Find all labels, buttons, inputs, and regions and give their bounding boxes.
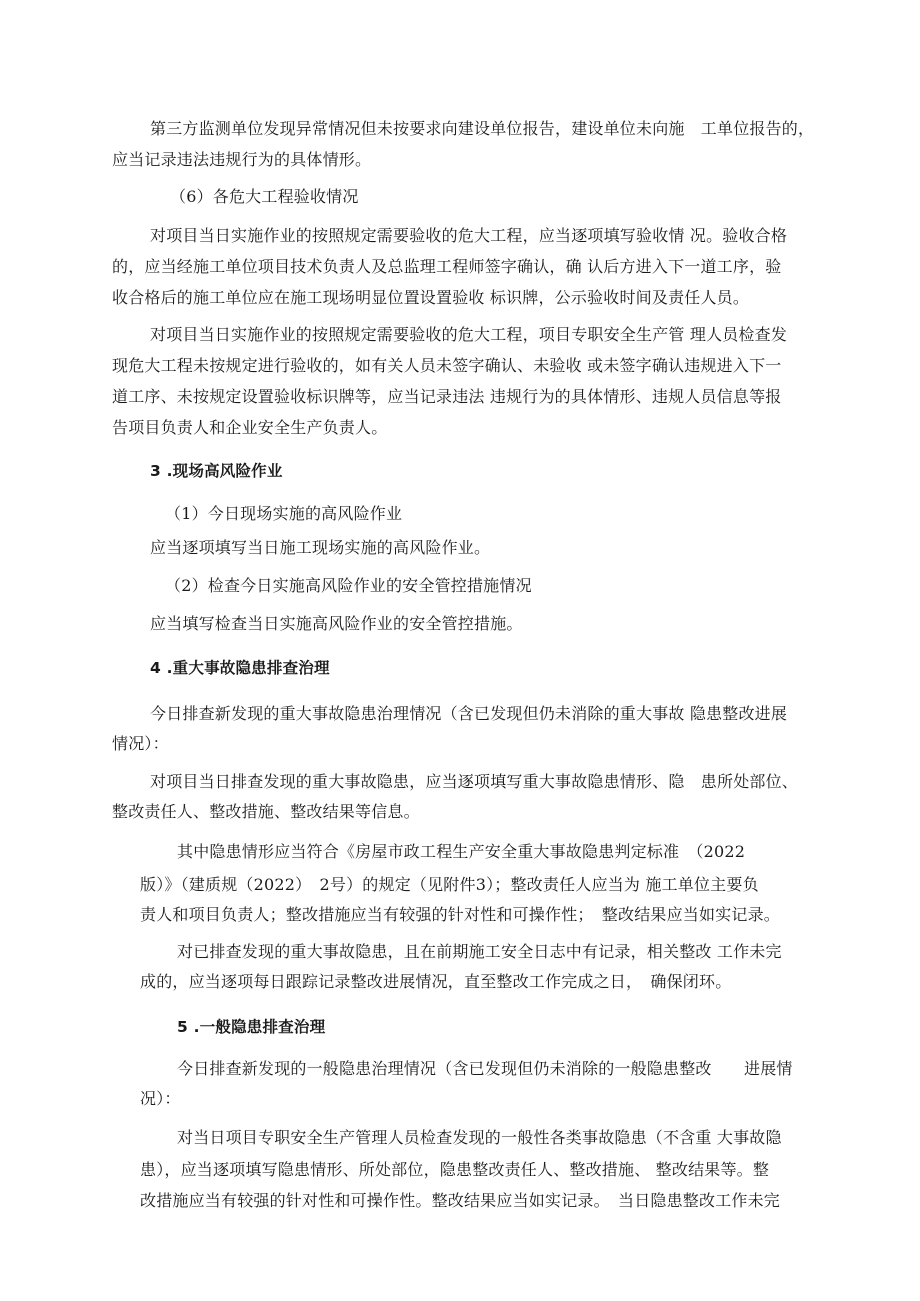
text-line: 收合格后的施工单位应在施工现场明显位置设置验收 标识牌，公示验收时间及责任人员。 xyxy=(112,288,750,307)
section-heading: 4 .重大事故隐患排查治理 xyxy=(150,659,330,677)
section-heading: 3 .现场高风险作业 xyxy=(150,462,283,480)
text-line: 整改责任人、整改措施、整改结果等信息。 xyxy=(112,802,420,821)
text-line: 应当逐项填写当日施工现场实施的高风险作业。 xyxy=(150,538,491,557)
section-heading: 5 .一般隐患排查治理 xyxy=(177,1018,326,1036)
subsection-heading: （2）检查今日实施高风险作业的安全管控措施情况 xyxy=(165,576,532,595)
text-line: 的，应当经施工单位项目技术负责人及总监理工程师签字确认，确 认后方进入下一道工序，验 xyxy=(112,257,782,276)
text-line: 第三方监测单位发现异常情况但未按要求向建设单位报告，建设单位未向施 工单位报告的， xyxy=(150,119,815,138)
text-line: 现危大工程未按规定进行验收的，如有关人员未签字确认、未验收 或未签字确认违规进入下一 xyxy=(112,356,782,375)
text-line: 对项目当日排查发现的重大事故隐患，应当逐项填写重大事故隐患情形、隐 患所处部位、 xyxy=(150,772,799,791)
text-line: 况）： xyxy=(140,1089,181,1108)
text-line: 责人和项目负责人；整改措施应当有较强的针对性和可操作性； 整改结果应当如实记录。 xyxy=(140,905,781,924)
text-line: 改措施应当有较强的针对性和可操作性。整改结果应当如实记录。 当日隐患整改工作未完 xyxy=(140,1191,781,1210)
text-line: 应当记录违法违规行为的具体情形。 xyxy=(112,150,372,169)
text-line: 对已排查发现的重大事故隐患，且在前期施工安全日志中有记录，相关整改 工作未完 xyxy=(177,942,782,961)
text-line: 道工序、未按规定设置验收标识牌等，应当记录违法 违规行为的具体情形、违规人员信息等报 xyxy=(112,387,782,406)
text-line: 对项目当日实施作业的按照规定需要验收的危大工程，项目专职安全生产管 理人员检查发 xyxy=(150,325,788,344)
text-line: 今日排查新发现的一般隐患治理情况（含已发现但仍未消除的一般隐患整改 进展情 xyxy=(177,1059,793,1078)
text-line: 对项目当日实施作业的按照规定需要验收的危大工程，应当逐项填写验收情 况。验收合格 xyxy=(150,226,788,245)
subsection-heading: （1）今日现场实施的高风险作业 xyxy=(165,504,403,523)
text-line: 告项目负责人和企业安全生产负责人。 xyxy=(112,418,388,437)
text-line: 其中隐患情形应当符合《房屋市政工程生产安全重大事故隐患判定标准 （2022 xyxy=(177,842,746,861)
text-line: 患），应当逐项填写隐患情形、所处部位，隐患整改责任人、整改措施、 整改结果等。整 xyxy=(140,1160,770,1179)
text-line: 应当填写检查当日实施高风险作业的安全管控措施。 xyxy=(150,614,523,633)
text-line: 成的，应当逐项每日跟踪记录整改进展情况，直至整改工作完成之日， 确保闭环。 xyxy=(140,972,732,991)
text-line: 对当日项目专职安全生产管理人员检查发现的一般性各类事故隐患（不含重 大事故隐 xyxy=(177,1128,782,1147)
subsection-heading: （6）各危大工程验收情况 xyxy=(170,187,359,206)
text-line: 今日排查新发现的重大事故隐患治理情况（含已发现但仍未消除的重大事故 隐患整改进展 xyxy=(150,704,788,723)
text-line: 版）》（建质规（2022） 2号）的规定（见附件3）；整改责任人应当为 施工单位主要负 xyxy=(140,875,759,894)
text-line: 情况）： xyxy=(112,734,169,753)
